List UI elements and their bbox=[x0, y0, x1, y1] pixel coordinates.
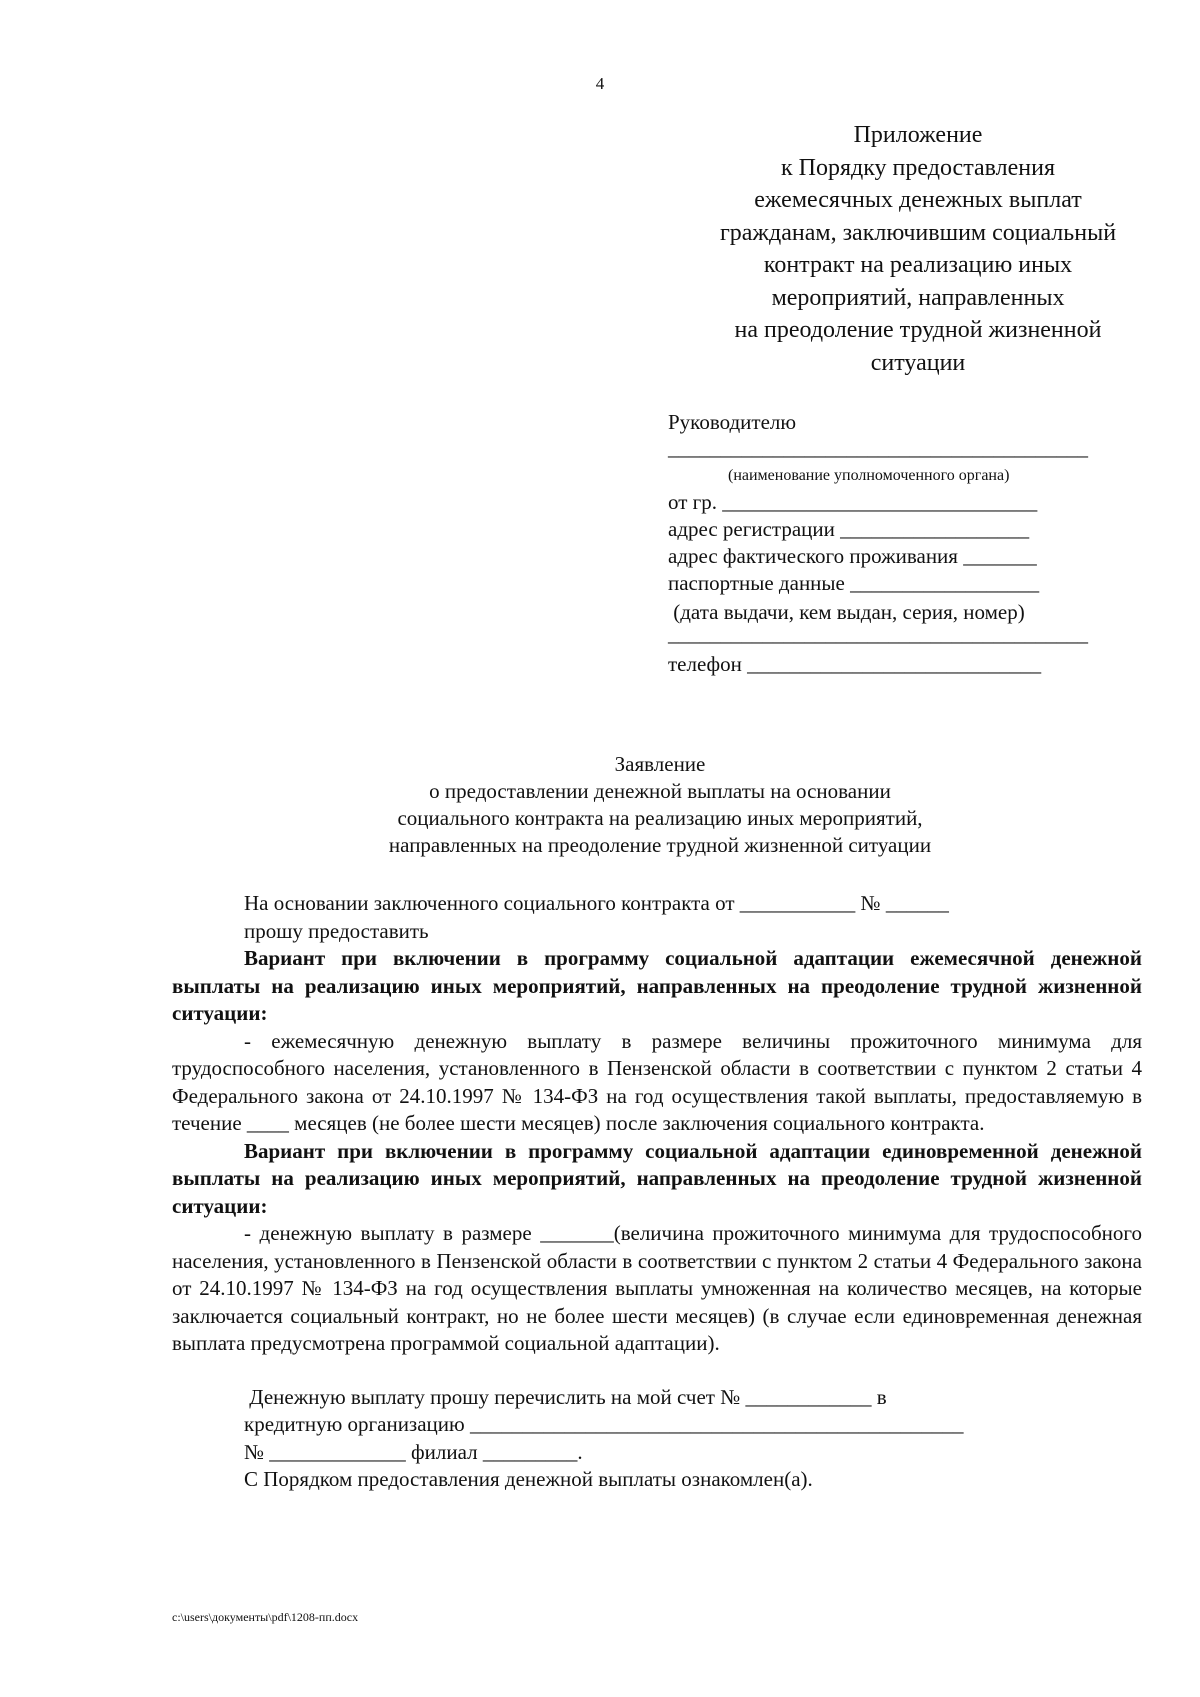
variant-lump-sum-heading: Вариант при включении в программу социальной адаптации единовременной денежной выплаты на реализацию иных мероприятий, направленных на преодоление трудной жизненной ситуации: bbox=[172, 1138, 1142, 1218]
appendix-line: контракт на реализацию иных bbox=[763, 252, 1073, 278]
acknowledgement-line: С Порядком предоставления денежной выплаты ознакомлен(а). bbox=[244, 1467, 813, 1491]
contract-basis-line: На основании заключенного социального контракта от ___________ № ______ bbox=[244, 891, 949, 915]
file-path-footer: c:\users\документы\pdf\1208-пп.docx bbox=[172, 1610, 359, 1624]
org-name-field: ________________________________________ bbox=[668, 436, 1088, 460]
appendix-line: мероприятий, направленных bbox=[771, 284, 1065, 311]
variant-monthly-text: - ежемесячную денежную выплату в размере величины прожиточного минимума для трудоспособного населения, установленного в Пензенской области в соответствии с пунктом 2 статьи 4 Федерального закона от 24.10.1997 № 134-ФЗ на год осуществления такой выплаты, предоставляемую в течение ____ месяцев (не более шести месяцев) после заключения социального контракта. bbox=[172, 1028, 1142, 1135]
passport-hint: (дата выдачи, кем выдан, серия, номер) bbox=[668, 600, 1025, 624]
appendix-line: на преодоление трудной жизненной bbox=[734, 317, 1102, 343]
statement-title-block bbox=[250, 751, 1070, 859]
appendix-line: к Порядку предоставления bbox=[780, 154, 1055, 181]
appendix-line: ситуации bbox=[870, 349, 966, 376]
phone-field: телефон ____________________________ bbox=[668, 652, 1042, 676]
addressee-to: Руководителю bbox=[668, 410, 797, 434]
actual-address-field: адрес фактического проживания _______ bbox=[668, 544, 1037, 568]
page-number: 4 bbox=[595, 74, 605, 93]
branch-line: № _____________ филиал _________. bbox=[244, 1439, 583, 1464]
org-name-hint: (наименование уполномоченного органа) bbox=[728, 467, 1010, 484]
statement-body bbox=[172, 890, 1142, 1494]
spacer bbox=[172, 1358, 1142, 1384]
variant-lump-sum-text: - денежную выплату в размере _______(величина прожиточного минимума для трудоспособного населения, установленного в Пензенской области в соответствии с пунктом 2 статьи 4 Федерального закона от 24.10.1997 № 134-ФЗ на год осуществления выплаты умноженная на количество месяцев, на которые заключается социальный контракт, но не более шести месяцев) (в случае если единовременная денежная выплата предусмотрена программой социальной адаптации). bbox=[172, 1221, 1142, 1355]
statement-title: Заявление bbox=[614, 752, 706, 776]
appendix-line: Приложение bbox=[853, 122, 983, 148]
registration-address-field: адрес регистрации __________________ bbox=[668, 517, 1030, 541]
variant-monthly-heading: Вариант при включении в программу социальной адаптации ежемесячной денежной выплаты на реализацию иных мероприятий, направленных на преодоление трудной жизненной ситуации: bbox=[172, 946, 1142, 1025]
appendix-block bbox=[668, 119, 1168, 379]
statement-subtitle-line: направленных на преодоление трудной жизненной ситуации bbox=[388, 833, 932, 857]
appendix-line: ежемесячных денежных выплат bbox=[754, 187, 1082, 213]
statement-subtitle-line: о предоставлении денежной выплаты на основании bbox=[429, 779, 891, 803]
credit-organization-line: кредитную организацию _______________________________________________ bbox=[244, 1412, 964, 1436]
transfer-account-line: Денежную выплату прошу перечислить на мой счет № ____________ в bbox=[244, 1384, 887, 1409]
statement-subtitle-line: социального контракта на реализацию иных мероприятий, bbox=[397, 806, 923, 830]
from-citizen-field: от гр. ______________________________ bbox=[668, 490, 1038, 514]
request-line: прошу предоставить bbox=[244, 918, 429, 943]
appendix-line: гражданам, заключившим социальный bbox=[719, 219, 1117, 246]
passport-field: паспортные данные __________________ bbox=[668, 571, 1040, 595]
passport-extra-field: ________________________________________ bbox=[668, 622, 1088, 646]
